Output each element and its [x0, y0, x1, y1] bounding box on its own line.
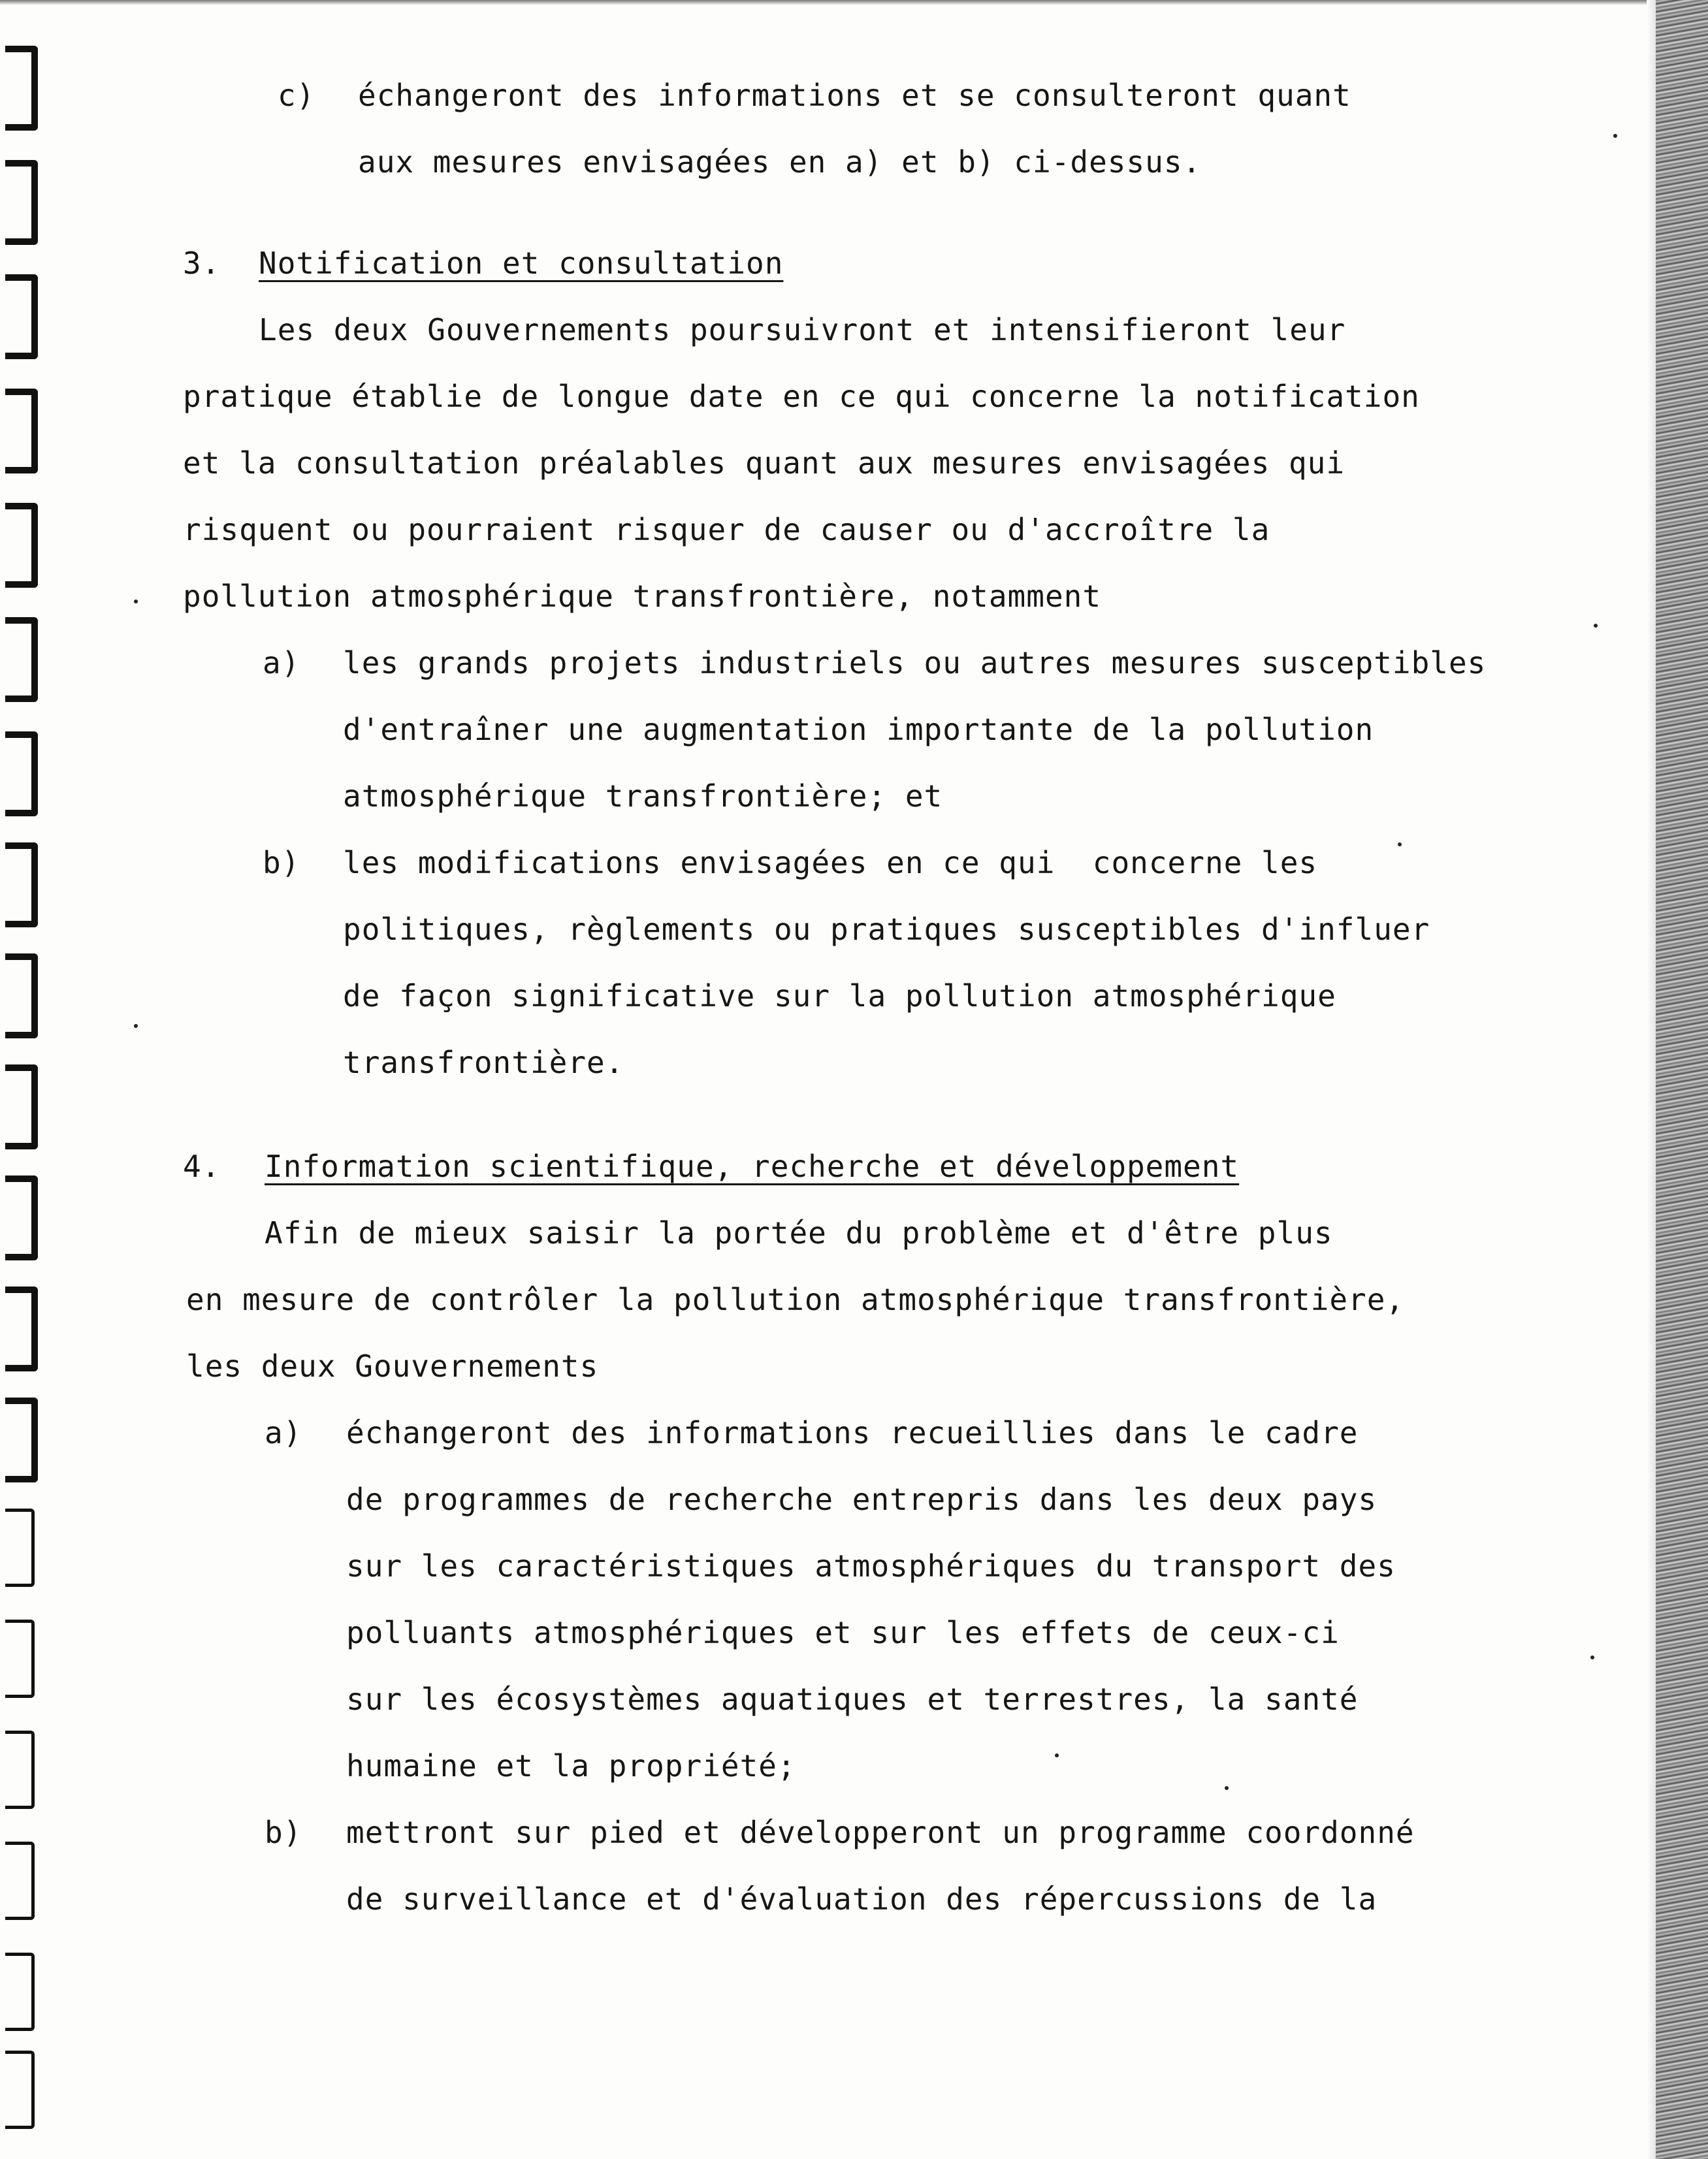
scan-speck	[1055, 1753, 1059, 1757]
list-item-line: de façon significative sur la pollution atmosphérique	[343, 978, 1336, 1014]
binding-ring	[5, 953, 38, 1038]
binding-ring	[5, 731, 38, 816]
paragraph-line: Afin de mieux saisir la portée du problème et d'être plus	[265, 1215, 1333, 1251]
paragraph-line: Les deux Gouvernements poursuivront et intensifieront leur	[259, 312, 1346, 347]
list-label: b)	[265, 1815, 302, 1850]
binding-ring	[5, 503, 38, 588]
list-item-line: transfrontière.	[343, 1045, 624, 1080]
page-top-edge	[0, 0, 1708, 5]
list-item-line: échangeront des informations recueillies dans le cadre	[346, 1415, 1359, 1450]
binding-ring	[5, 2051, 35, 2129]
section-number: 3.	[183, 246, 221, 281]
binding-ring	[5, 160, 38, 245]
paragraph-line: et la consultation préalables quant aux mesures envisagées qui	[183, 445, 1345, 481]
scan-speck	[1594, 624, 1598, 628]
binding-ring	[5, 1731, 35, 1809]
scan-speck	[1398, 842, 1402, 846]
binding-ring	[5, 1509, 35, 1587]
scan-speck	[1225, 1786, 1229, 1790]
binding-ring	[5, 1842, 35, 1920]
page-right-edge-shadow	[1656, 0, 1708, 2159]
binding-ring	[5, 1620, 35, 1698]
binding-ring	[5, 842, 38, 927]
scan-speck	[134, 600, 138, 603]
list-item-line: de surveillance et d'évaluation des répercussions de la	[346, 1881, 1378, 1917]
binding-ring	[5, 1953, 35, 2031]
list-item-line: les grands projets industriels ou autres mesures susceptibles	[343, 645, 1487, 680]
list-label: a)	[263, 645, 300, 680]
list-item-line: politiques, règlements ou pratiques susceptibles d'influer	[343, 912, 1430, 947]
scan-speck	[1590, 1655, 1594, 1659]
list-label: b)	[263, 845, 300, 880]
section-heading: Information scientifique, recherche et développement	[265, 1149, 1240, 1184]
binding-ring	[5, 1398, 38, 1482]
section-heading: Notification et consultation	[259, 246, 784, 281]
binding-ring	[5, 1175, 38, 1260]
scan-speck	[134, 1024, 138, 1028]
paragraph-line: pollution atmosphérique transfrontière, notamment	[183, 579, 1102, 614]
paragraph-line: risquent ou pourraient risquer de causer ou d'accroître la	[183, 512, 1270, 547]
binding-ring	[5, 46, 38, 131]
list-item-line: polluants atmosphériques et sur les effets de ceux-ci	[346, 1615, 1340, 1650]
paragraph-line: les deux Gouvernements	[186, 1349, 599, 1384]
binding-ring	[5, 1287, 38, 1371]
list-item-line: humaine et la propriété;	[346, 1748, 796, 1783]
section-number: 4.	[183, 1149, 221, 1184]
binding-ring	[5, 617, 38, 702]
list-item-line: échangeront des informations et se consulteront quant	[358, 78, 1351, 113]
list-item-line: sur les écosystèmes aquatiques et terrestres, la santé	[346, 1682, 1359, 1717]
binding-ring	[5, 1064, 38, 1149]
paragraph-line: pratique établie de longue date en ce qui concerne la notification	[183, 379, 1420, 414]
list-label: a)	[265, 1415, 302, 1450]
list-item-line: mettront sur pied et développeront un programme coordonné	[346, 1815, 1415, 1850]
paragraph-line: en mesure de contrôler la pollution atmosphérique transfrontière,	[186, 1282, 1405, 1317]
binding-ring	[5, 274, 38, 359]
binding-ring	[5, 389, 38, 473]
list-item-line: aux mesures envisagées en a) et b) ci-dessus.	[358, 144, 1202, 180]
spiral-binding	[0, 0, 46, 2159]
list-item-line: de programmes de recherche entrepris dans les deux pays	[346, 1482, 1378, 1517]
list-item-line: atmosphérique transfrontière; et	[343, 778, 943, 814]
scan-speck	[1613, 134, 1617, 138]
list-label: c)	[278, 78, 315, 113]
list-item-line: d'entraîner une augmentation importante de la pollution	[343, 712, 1374, 747]
list-item-line: les modifications envisagées en ce qui concerne les	[343, 845, 1318, 880]
list-item-line: sur les caractéristiques atmosphériques du transport des	[346, 1548, 1396, 1584]
